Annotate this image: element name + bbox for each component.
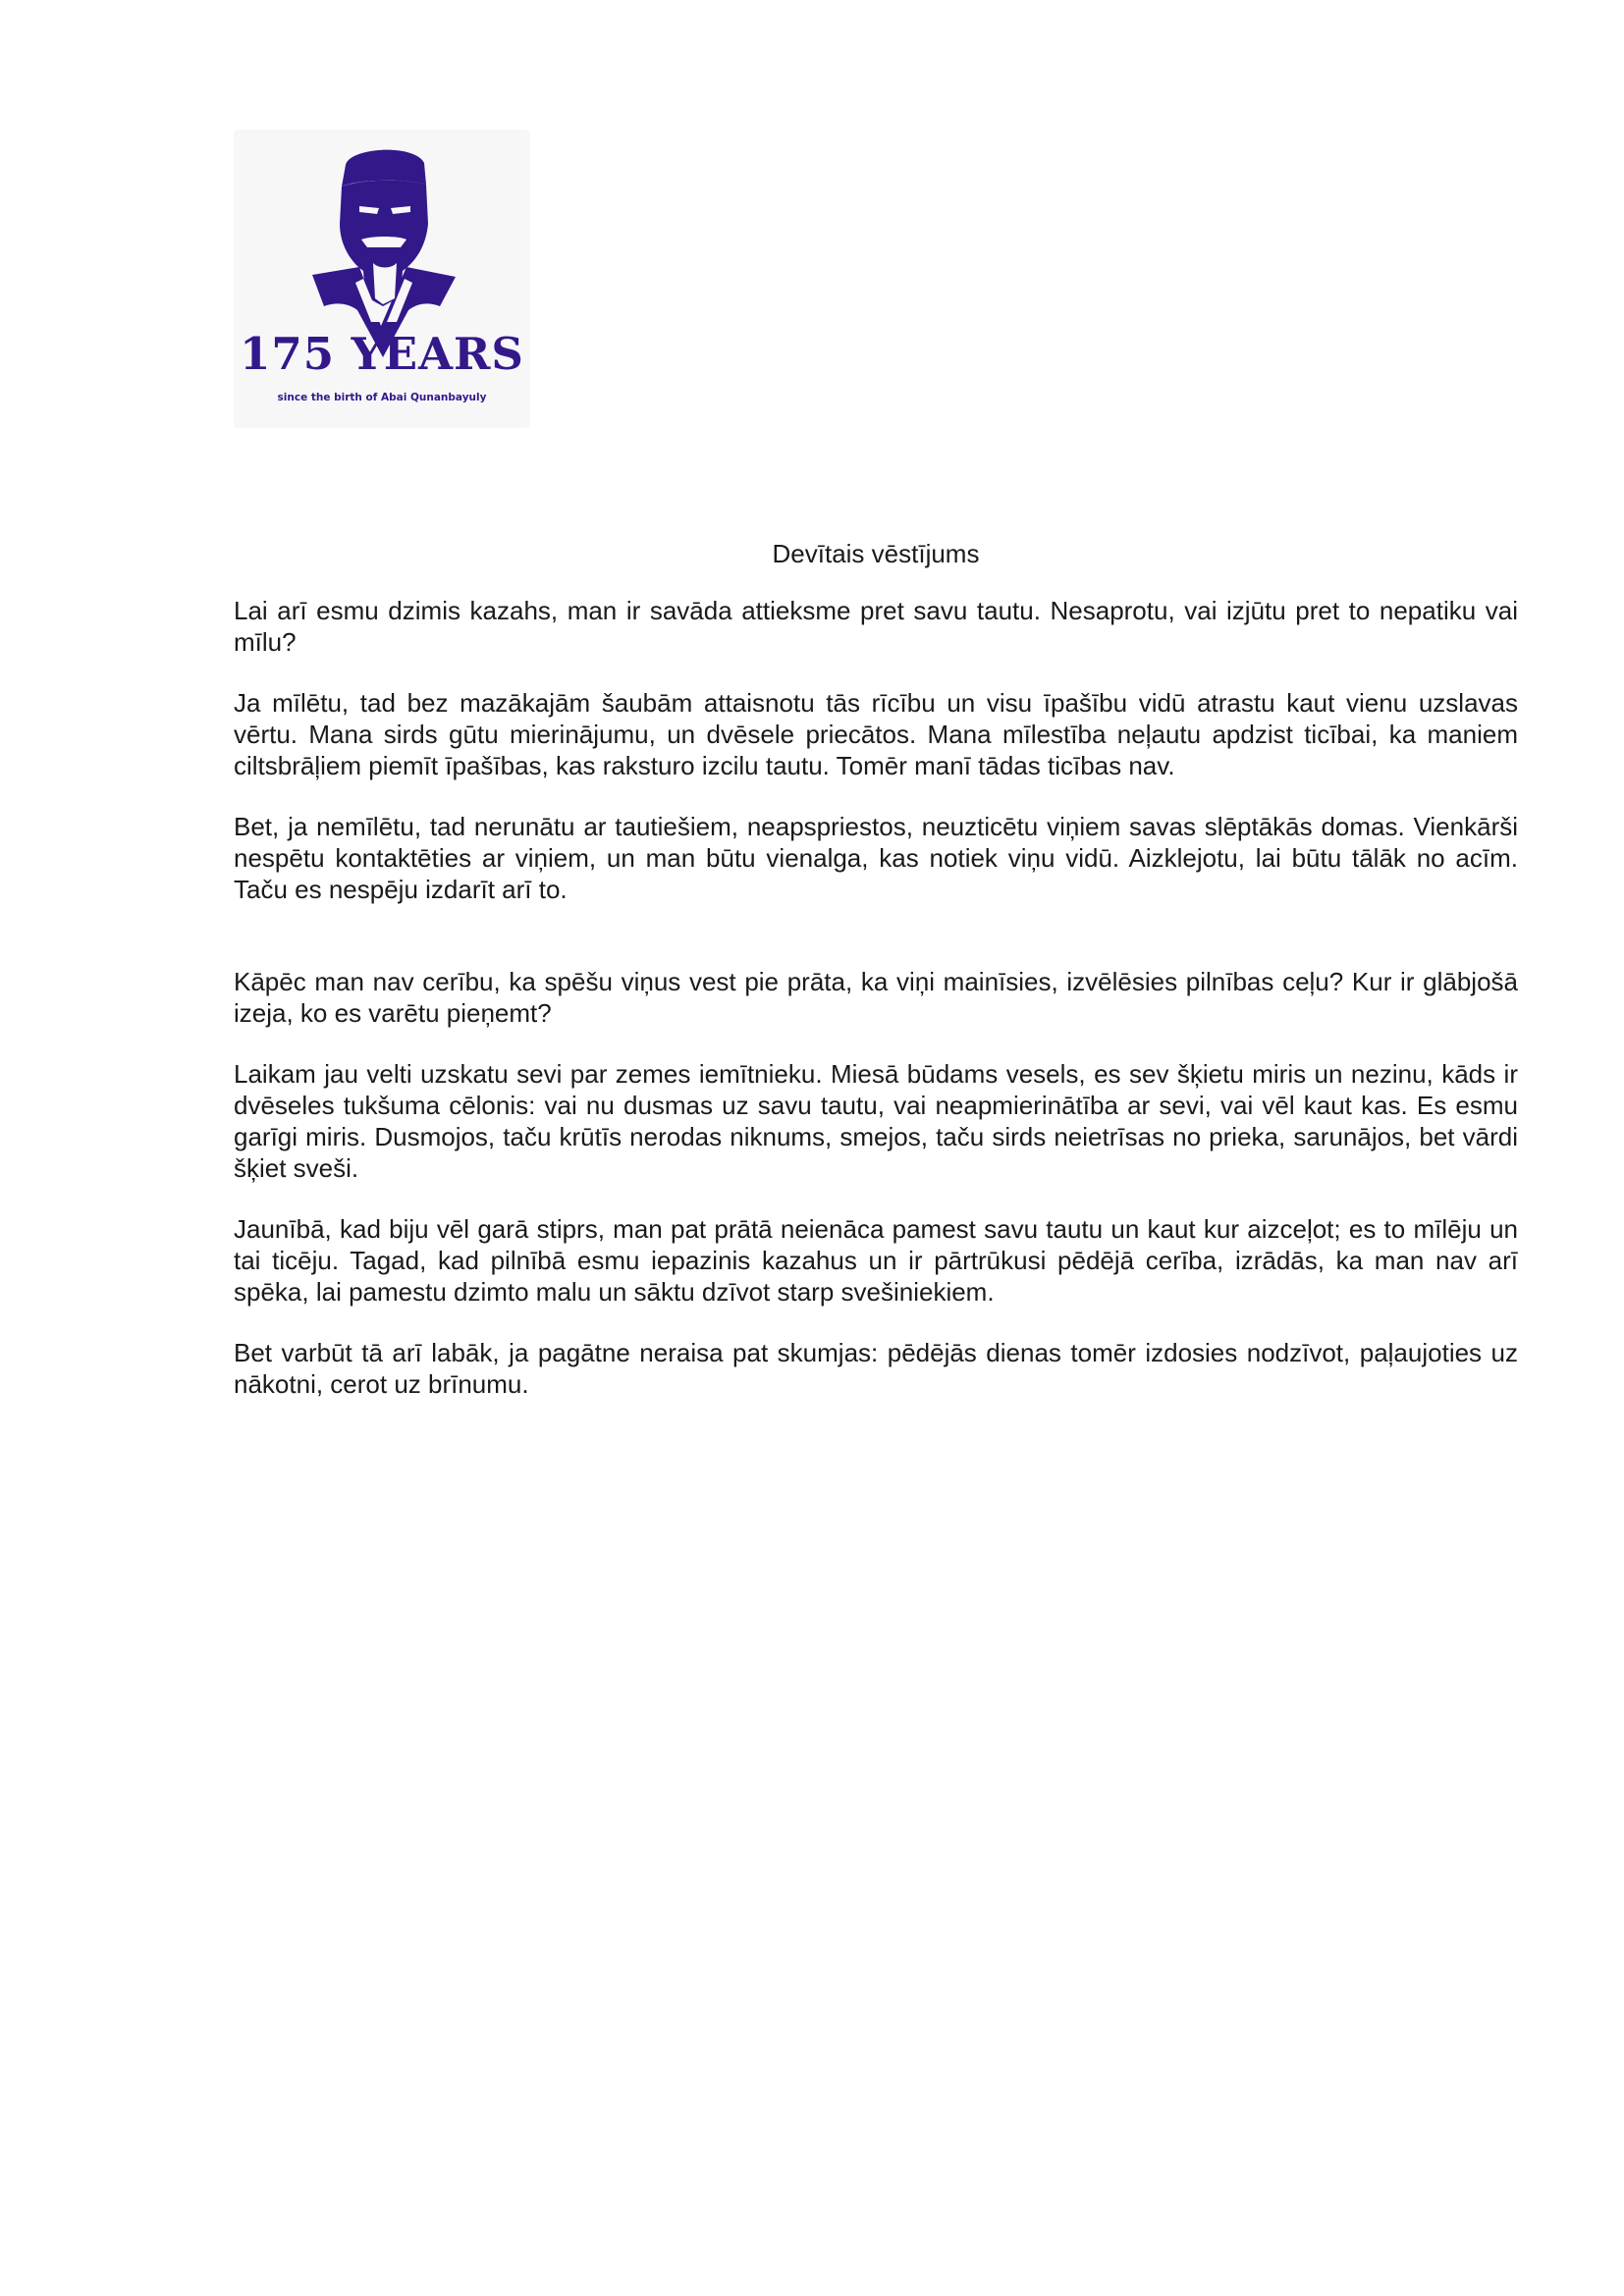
paragraph: Bet, ja nemīlētu, tad nerunātu ar tautiešiem, neapspriestos, neuzticētu viņiem savas slēptākās domas. Vienkārši nespētu kontaktēties ar viņiem, un man būtu vienalga, kas notiek viņu vidū. Aizklejotu, lai būtu tālāk no acīm. Taču es nespēju izdarīt arī to. (234, 812, 1518, 904)
paragraph: Kāpēc man nav cerību, ka spēšu viņus vest pie prāta, ka viņi mainīsies, izvēlēsies pilnības ceļu? Kur ir glābjošā izeja, ko es varētu pieņemt? (234, 967, 1518, 1028)
portrait-icon (234, 130, 530, 428)
logo-title: 175 YEARS (240, 328, 524, 380)
logo-subtitle: since the birth of Abai Qunanbayuly (277, 392, 487, 403)
paragraph: Lai arī esmu dzimis kazahs, man ir savāda attieksme pret savu tautu. Nesaprotu, vai izjūtu pret to nepatiku vai mīlu? (234, 596, 1518, 657)
paragraph: Laikam jau velti uzskatu sevi par zemes iemītnieku. Miesā būdams vesels, es sev šķietu miris un nezinu, kāds ir dvēseles tukšuma cēlonis: vai nu dusmas uz savu tautu, vai neapmierinātība ar sevi, vai vēl kaut kas. Es esmu garīgi miris. Dusmojos, taču krūtīs nerodas niknums, smejos, taču sirds neietrīsas no prieka, sarunājos, bet vārdi šķiet sveši. (234, 1059, 1518, 1183)
paragraph: Jaunībā, kad biju vēl garā stiprs, man pat prātā neienāca pamest savu tautu un kaut kur aizceļot; es to mīlēju un tai ticēju. Tagad, kad pilnībā esmu iepazinis kazahus un ir pārtrūkusi pēdējā cerība, izrādās, ka man nav arī spēka, lai pamestu dzimto malu un sāktu dzīvot starp svešiniekiem. (234, 1214, 1518, 1307)
paragraph: Bet varbūt tā arī labāk, ja pagātne neraisa pat skumjas: pēdējās dienas tomēr izdosies nodzīvot, paļaujoties uz nākotni, cerot uz brīnumu. (234, 1338, 1518, 1399)
document-body (234, 595, 1518, 1429)
paragraph: Ja mīlētu, tad bez mazākajām šaubām attaisnotu tās rīcību un visu īpašību vidū atrastu kaut vienu uzslavas vērtu. Mana sirds gūtu mierinājumu, un dvēsele priecātos. Mana mīlestība neļautu apdzist ticībai, ka maniem ciltsbrāļiem piemīt īpašības, kas raksturo izcilu tautu. Tomēr manī tādas ticības nav. (234, 688, 1518, 780)
anniversary-logo (234, 130, 530, 428)
document-title: Devītais vēstījums (772, 539, 980, 568)
